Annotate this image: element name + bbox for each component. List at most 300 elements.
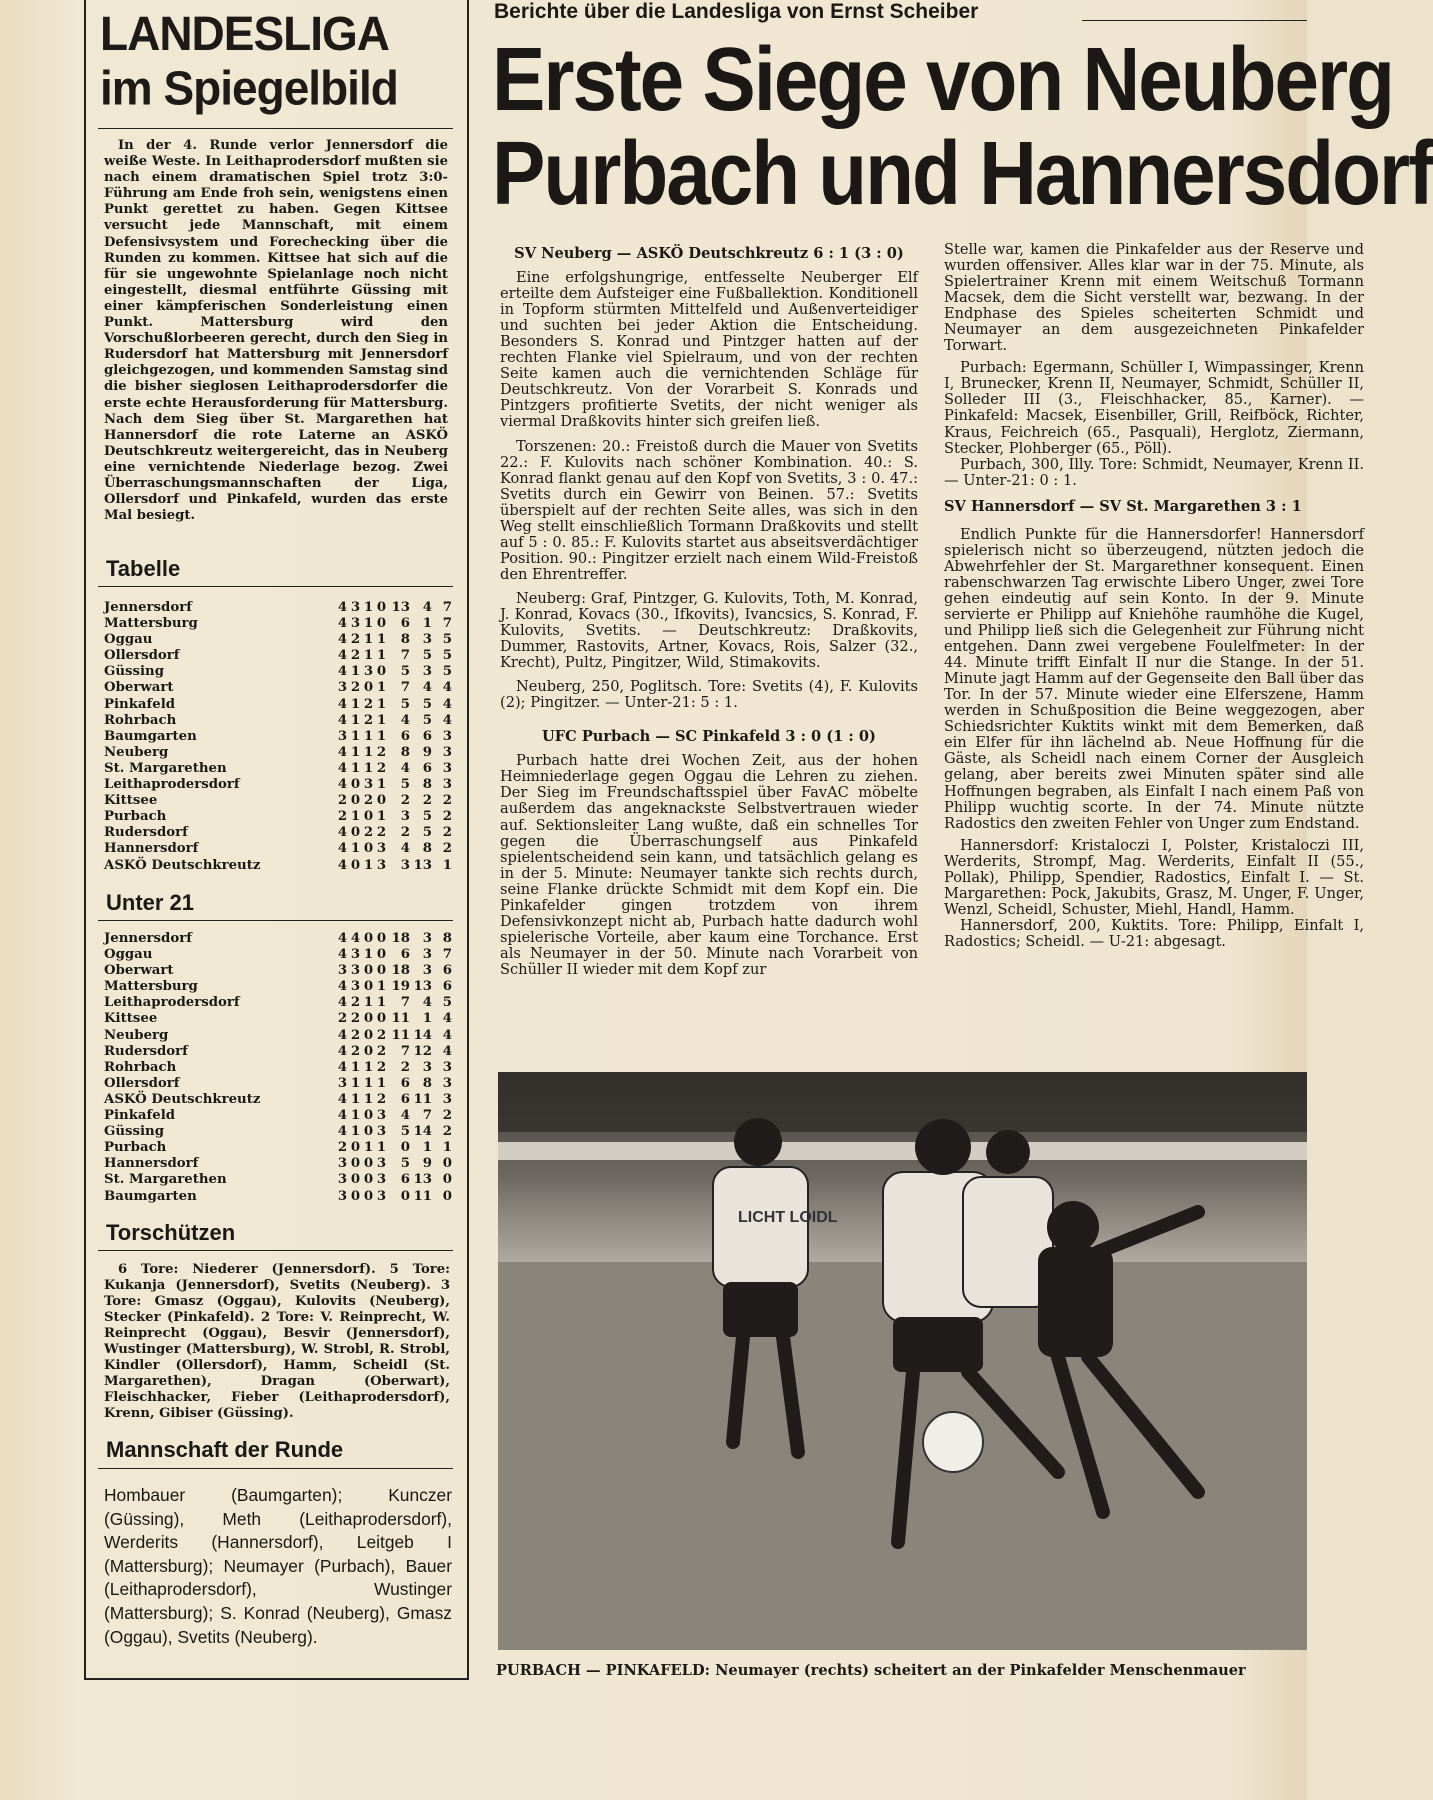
table-cell: 3 [422,931,432,946]
table-cell: 3 [376,1108,387,1124]
table-cell: 2 [400,793,410,809]
table-cell: 1 [376,728,387,744]
table-cell: 0 [350,1156,361,1172]
table-cell: 4 [337,1027,348,1043]
table-cell: 4 [337,931,348,946]
table-cell: 3 [400,809,410,825]
table-cell: 12 [413,1043,432,1059]
table-cell: 5 [422,696,432,712]
team-name: St. Margarethen [104,1172,227,1188]
table-cell: 3 [422,664,432,680]
table-row [104,793,452,809]
team-name: Baumgarten [104,728,197,744]
team-name: Mattersburg [104,616,198,632]
table-cell: 1 [350,1075,361,1091]
table-cell: 0 [400,1188,410,1204]
team-name: Ollersdorf [104,648,180,664]
article-paragraph: Eine erfolgshungrige, entfesselte Neuberger Elf erteilte dem Aufsteiger eine Fußballektion. Konditionell in Topform stürmten Mittelfeld und Außenverteidiger und suchten bei jeder Aktion die Entscheidung. Besonders S. Konrad und Pintzger hatten auf der rechten Flanke viel Spielraum, und von der rechten Seite kamen auch die vernichtenden Schläge für Deutschkreutz. Von der Vorarbeit S. Konrads und Pintzgers profitierte Svetits, der nicht weniger als viermal Draßkovits hinter sich greifen ließ. [500,269,918,431]
table-cell: 18 [391,963,410,979]
table-cell: 0 [363,1043,374,1059]
table-cell: 0 [363,841,374,857]
jersey-sponsor-text: LICHT LOIDL [738,1209,838,1226]
table-cell: 3 [337,1172,348,1188]
team-name: Güssing [104,664,165,680]
team-name: Rohrbach [104,1059,177,1075]
table-cell: 6 [400,1091,410,1107]
table-cell: 2 [350,1027,361,1043]
table-row [104,1011,452,1027]
table-row [104,729,452,745]
article-column-1 [500,242,918,978]
table-row [104,931,452,947]
table-cell: 2 [400,825,410,841]
table-cell: 1 [350,841,361,857]
team-name: Oggau [104,632,153,648]
table-row [104,1172,452,1188]
table-cell: 6 [400,1075,410,1091]
table-row [104,963,452,979]
divider [1082,20,1307,21]
table-cell: 6 [400,1172,410,1188]
table-row [104,632,452,648]
team-name: Oberwart [104,680,174,696]
lineup-paragraph: Hannersdorf: Kristaloczi I, Polster, Kristaloczi III, Werderits, Strompf, Mag. Werderits, Einfalt II (55., Pollak), Philipp, Spendier, Radostics, Einfalt I. — St. Margarethen: Pock, Jakubits, Grasz, M. Unger, F. Unger, Wenzl, Scheidl, Schuster, Miehl, Handl, Hamm. [944,836,1364,918]
table-cell: 4 [337,616,348,632]
table-cell: 3 [442,1059,452,1075]
table-cell: 4 [337,979,348,995]
table-cell: 0 [363,1011,374,1027]
table-cell: 3 [363,664,374,680]
torschuetzen-title: Torschützen [106,1220,236,1245]
table-cell: 0 [350,777,361,793]
table-cell: 2 [442,793,452,809]
table-cell: 4 [337,857,348,873]
table-cell: 4 [337,1091,348,1107]
table-cell: 4 [350,931,361,946]
table-cell: 1 [376,712,387,728]
table-cell: 0 [376,947,387,963]
table-cell: 3 [442,744,452,760]
table-cell: 11 [413,1188,432,1204]
article-paragraph: Stelle war, kamen die Pinkafelder aus der Reserve und wurden offensiver. Alles klar war in der 75. Minute, als Spielertrainer Krenn mit einem Weitschuß Tormann Macsek, dem die Sicht verstellt war, bezwang. In der Endphase des Spieles scheiterten Schmidt und Neumayer an dem ausgezeichneten Pinkafelder Torwart. [944,241,1364,355]
table-row [104,745,452,761]
team-name: Neuberg [104,1027,169,1043]
divider [98,128,453,129]
table-cell: 2 [350,1011,361,1027]
table-cell: 7 [400,648,410,664]
table-cell: 1 [363,600,374,615]
result-paragraph: Neuberg, 250, Poglitsch. Tore: Svetits (4), F. Kulovits (2); Pingitzer. — Unter-21: 5 : 1. [500,678,918,712]
team-name: Purbach [104,1140,167,1156]
sidebar-headline-line2: im Spiegelbild [100,60,398,116]
headline-line1: Erste Siege von Neuberg [492,29,1393,129]
match-heading: UFC Purbach — SC Pinkafeld 3 : 0 (1 : 0) [542,728,876,746]
table-cell: 2 [376,760,387,776]
table-cell: 2 [363,712,374,728]
table-cell: 3 [350,963,361,979]
table-cell: 1 [376,1140,387,1156]
table-row [104,1156,452,1172]
table-cell: 3 [422,963,432,979]
table-cell: 9 [422,744,432,760]
table-cell: 2 [376,1059,387,1075]
table-row [104,664,452,680]
table-cell: 1 [376,648,387,664]
table-cell: 4 [337,995,348,1011]
headline-line2: Purbach und Hannersdorf [492,123,1433,223]
divider [98,1468,453,1469]
divider [98,586,453,587]
table-cell: 1 [363,760,374,776]
match-heading: SV Neuberg — ASKÖ Deutschkreutz 6 : 1 (3 : 0) [514,245,904,262]
team-name: Pinkafeld [104,696,176,712]
table-cell: 6 [442,963,452,979]
lineup-paragraph: Purbach: Egermann, Schüller I, Wimpassinger, Krenn I, Brunecker, Krenn II, Neumayer, Schmidt, Schüller II, Solleder III (3., Fleischhacker, 85., Karner). — Pinkafeld: Macsek, Eisenbiller, Grill, Reifböck, Richter, Kraus, Feichreich (65., Pasquali), Herglotz, Ziermann, Stecker, Plohberger (65., Pöll). [944,359,1364,457]
table-cell: 0 [363,1027,374,1043]
table-cell: 4 [337,744,348,760]
table-cell: 0 [363,680,374,696]
table-cell: 4 [400,760,410,776]
table-row [104,616,452,632]
table-cell: 14 [413,1124,432,1140]
match-photo [498,1072,1307,1650]
table-cell: 3 [337,963,348,979]
table-cell: 1 [363,616,374,632]
table-cell: 0 [363,1188,374,1204]
table-cell: 1 [376,979,387,995]
table-cell: 5 [442,995,452,1011]
table-cell: 1 [350,728,361,744]
team-name: Jennersdorf [104,600,192,615]
table-cell: 1 [363,648,374,664]
table-cell: 0 [442,1188,452,1204]
table-cell: 3 [422,947,432,963]
table-row [104,1044,452,1060]
table-cell: 13 [391,600,410,615]
team-name: Hannersdorf [104,841,199,857]
table-cell: 6 [422,760,432,776]
team-name: Mattersburg [104,979,198,995]
table-cell: 2 [442,1124,452,1140]
table-cell: 5 [442,648,452,664]
table-cell: 5 [400,777,410,793]
table-cell: 6 [422,728,432,744]
table-cell: 0 [363,809,374,825]
table-cell: 0 [376,793,387,809]
table-row [104,777,452,793]
table-cell: 13 [413,857,432,873]
table-cell: 4 [337,712,348,728]
article-paragraph: Endlich Punkte für die Hannersdorfer! Hannersdorf spielerisch nicht so überzeugend, nützten jedoch die Abwehrfehler der St. Margarethner konsequent. Einen rabenschwarzen Tag erwischte Libero Unger, zwei Tore gehen eindeutig auf sein Konto. In der 9. Minute servierte er Philipp auf Kniehöhe raumhöhe die Kugel, und Philipp ließ sich die Gelegenheit zur Führung nicht entgehen. Dann zwei vergebene Foulelfmeter: In der 44. Minute trifft Einfalt II nur die Stange. In der 51. Minute jagt Hamm auf der Gegenseite den Ball über das Tor. In der 57. Minute wieder eine Elferszene, Hamm werden in Schußposition die Beine weggezogen, aber Schiedsrichter Kuktits winkt mit dem Bemerken, daß ein Elfer für ihn lächelnd ab. Neue Hoffnung für die Gäste, als Scheidl nach einem Corner der Ausgleich gelang, aber bereits zwei Minuten später sind alle Hoffnungen begraben, als Einfalt I nach einem Paß von Philipp wuchtig scorte. In der 74. Minute nützte Radostics den zweiten Fehler von Unger zum Endstand. [944,525,1364,832]
table-cell: 4 [442,680,452,696]
table-cell: 11 [391,1011,410,1027]
table-cell: 3 [337,1075,348,1091]
table-cell: 2 [337,809,348,825]
table-cell: 14 [413,1027,432,1043]
table-cell: 2 [350,632,361,648]
table-cell: 1 [376,632,387,648]
table-row [104,858,452,874]
table-row [104,1108,452,1124]
table-cell: 1 [350,664,361,680]
sidebar-box [84,0,469,1680]
table-cell: 2 [376,1091,387,1107]
table-cell: 0 [363,1172,374,1188]
table-cell: 4 [337,947,348,963]
table-cell: 4 [337,1043,348,1059]
table-cell: 1 [363,995,374,1011]
table-cell: 5 [400,1124,410,1140]
mannschaft-title: Mannschaft der Runde [106,1437,344,1462]
table-cell: 2 [350,680,361,696]
table-cell: 7 [400,995,410,1011]
team-name: ASKÖ Deutschkreutz [104,857,261,873]
table-cell: 1 [350,712,361,728]
table-row [104,761,452,777]
team-name: Kittsee [104,793,158,809]
torschuetzen-text: 6 Tore: Niederer (Jennersdorf). 5 Tore: Kukanja (Jennersdorf), Svetits (Neuberg). 3 Tore: Gmasz (Oggau), Kulovits (Neuberg), Stecker (Pinkafeld). 2 Tore: V. Reinprecht, W. Reinprecht (Oggau), Besvir (Jennersdorf), Wustinger (Mattersburg), W. Strobl, R. Strobl, Kindler (Ollersdorf), Hamm, Scheidl (St. Margarethen), Dragan (Oberwart), Fleischhacker, Fieber (Leithaprodersdorf), Krenn, Gibiser (Güssing). [104,1262,450,1421]
table-row [104,1060,452,1076]
table-cell: 6 [400,616,410,632]
table-cell: 7 [442,616,452,632]
table-row [104,600,452,616]
table-cell: 4 [337,841,348,857]
team-name: ASKÖ Deutschkreutz [104,1091,261,1107]
table-row [104,697,452,713]
table-cell: 1 [376,680,387,696]
team-name: Güssing [104,1124,165,1140]
table-cell: 3 [350,616,361,632]
team-name: Leithaprodersdorf [104,995,240,1011]
table-row [104,947,452,963]
table-cell: 0 [363,963,374,979]
table-cell: 7 [442,600,452,615]
table-cell: 5 [422,825,432,841]
table-cell: 7 [400,1043,410,1059]
table-cell: 3 [442,1091,452,1107]
table-cell: 3 [337,1156,348,1172]
table-cell: 2 [376,1043,387,1059]
lineup-paragraph: Neuberg: Graf, Pintzger, G. Kulovits, Toth, M. Konrad, J. Konrad, Kovacs (30., Ifkovits), Ivancsics, S. Konrad, F. Kulovits, Svetits. — Deutschkreutz: Draßkovits, Dummer, Rastovits, Artner, Kovacs, Rois, Salzer (32., Krecht), Pultz, Pingitzer, Wild, Stimakovits. [500,589,918,672]
table-cell: 1 [376,777,387,793]
table-cell: 4 [337,777,348,793]
table-cell: 1 [363,947,374,963]
table-cell: 4 [400,712,410,728]
table-cell: 1 [422,1011,432,1027]
table-cell: 1 [442,857,452,873]
table-row [104,1092,452,1108]
standings-table [104,600,452,874]
table-cell: 4 [337,632,348,648]
table-cell: 1 [363,1059,374,1075]
table-cell: 1 [422,616,432,632]
table-cell: 1 [350,1059,361,1075]
table-cell: 0 [376,963,387,979]
table-cell: 3 [422,1059,432,1075]
table-cell: 8 [400,744,410,760]
table-cell: 3 [376,1172,387,1188]
table-cell: 0 [400,1140,410,1156]
table-cell: 0 [350,1140,361,1156]
table-cell: 1 [376,995,387,1011]
table-cell: 8 [422,841,432,857]
table-cell: 4 [337,1059,348,1075]
table-cell: 2 [363,793,374,809]
table-cell: 3 [350,979,361,995]
table-cell: 6 [442,979,452,995]
table-cell: 0 [442,1172,452,1188]
table-cell: 11 [413,1091,432,1107]
table-cell: 3 [376,1188,387,1204]
table-row [104,1028,452,1044]
table-cell: 4 [337,1124,348,1140]
table-row [104,979,452,995]
table-cell: 8 [400,632,410,648]
team-name: Rohrbach [104,712,177,728]
result-paragraph: Purbach, 300, Illy. Tore: Schmidt, Neumayer, Krenn II. — Unter-21: 0 : 1. [944,455,1364,489]
table-cell: 3 [337,728,348,744]
table-cell: 1 [363,632,374,648]
table-cell: 2 [363,696,374,712]
table-cell: 5 [400,664,410,680]
sidebar-headline [100,6,398,115]
table-cell: 2 [337,793,348,809]
team-name: Oggau [104,947,153,963]
team-name: Baumgarten [104,1188,197,1204]
table-cell: 3 [376,1124,387,1140]
team-name: Hannersdorf [104,1156,199,1172]
table-cell: 2 [400,1059,410,1075]
table-cell: 4 [337,600,348,615]
table-cell: 1 [350,1091,361,1107]
table-row [104,1140,452,1156]
table-cell: 1 [350,1124,361,1140]
table-cell: 2 [350,995,361,1011]
table-cell: 1 [363,744,374,760]
divider [98,1250,453,1251]
result-paragraph: Hannersdorf, 200, Kuktits. Tore: Philipp, Einfalt I, Radostics; Scheidl. — U-21: abgesagt. [944,916,1364,950]
table-cell: 2 [442,841,452,857]
article-kicker: Berichte über die Landesliga von Ernst Scheiber [494,0,979,23]
table-cell: 3 [350,947,361,963]
table-cell: 0 [376,616,387,632]
u21-title: Unter 21 [106,890,195,915]
table-cell: 5 [400,1156,410,1172]
table-cell: 8 [422,1075,432,1091]
tabelle-title: Tabelle [106,556,181,581]
table-cell: 13 [413,979,432,995]
table-cell: 2 [422,793,432,809]
table-cell: 4 [337,648,348,664]
table-cell: 4 [337,760,348,776]
table-cell: 1 [376,1075,387,1091]
match-heading: SV Hannersdorf — SV St. Margarethen 3 : 1 [944,497,1302,515]
table-cell: 4 [422,995,432,1011]
table-cell: 1 [376,809,387,825]
table-cell: 2 [442,809,452,825]
table-cell: 5 [400,696,410,712]
sidebar-headline-line1: LANDESLIGA [100,6,389,61]
table-cell: 1 [363,1091,374,1107]
team-name: Oberwart [104,963,174,979]
table-cell: 3 [422,632,432,648]
table-cell: 4 [337,664,348,680]
table-cell: 7 [400,680,410,696]
table-cell: 0 [376,664,387,680]
table-row [104,1189,452,1205]
table-cell: 0 [376,1011,387,1027]
table-cell: 4 [442,712,452,728]
table-cell: 0 [350,1188,361,1204]
table-cell: 5 [422,809,432,825]
table-cell: 0 [363,1156,374,1172]
table-cell: 3 [400,857,410,873]
table-row [104,825,452,841]
table-cell: 4 [400,1108,410,1124]
table-cell: 6 [400,947,410,963]
table-cell: 1 [350,696,361,712]
team-name: Pinkafeld [104,1108,176,1124]
table-cell: 19 [391,979,410,995]
table-cell: 5 [442,664,452,680]
table-cell: 2 [376,744,387,760]
table-cell: 2 [376,825,387,841]
table-cell: 5 [422,712,432,728]
table-cell: 8 [442,931,452,946]
table-cell: 1 [376,696,387,712]
table-row [104,995,452,1011]
table-cell: 4 [442,696,452,712]
table-cell: 0 [350,825,361,841]
table-row [104,1076,452,1092]
football-players-photo [498,1072,1307,1650]
divider [98,920,453,921]
table-cell: 3 [363,777,374,793]
team-name: Purbach [104,809,167,825]
table-cell: 0 [363,1108,374,1124]
table-cell: 6 [400,728,410,744]
sidebar-intro-text: In der 4. Runde verlor Jennersdorf die weiße Weste. In Leithaprodersdorf mußten sie nach einem dramatischen Spiel trotz 3:0-Führung am Ende froh sein, wenigstens einen Punkt gerettet zu haben. Gegen Kittsee versucht jede Mannschaft, mit einem Defensivsystem und Forechecking über die Runden zu kommen. Kittsee hat sich auf die für sie ungewohnte Spielanlage noch nicht eingestellt, diesmal entführte Güssing mit einer kämpferischen Sonderleistung einen Punkt. Mattersburg wird den Vorschußlorbeeren gerecht, durch den Sieg in Rudersdorf hat Mattersburg mit Jennersdorf gleichgezogen, und kommenden Samstag sind die bisher sieglosen Leithaprodersdorfer die erste echte Herausforderung für Mattersburg. Nach dem Sieg über St. Margarethen hat Hannersdorf die rote Laterne an ASKÖ Deutschkreutz weitergereicht, das in Neuberg eine vernichtende Niederlage bezog. Zwei Überraschungsmannschaften der Liga, Ollersdorf und Pinkafeld, wurden das erste Mal besiegt. [104,138,448,524]
team-name: Leithaprodersdorf [104,777,240,793]
table-cell: 4 [442,1027,452,1043]
table-row [104,713,452,729]
table-cell: 8 [422,777,432,793]
table-cell: 4 [422,600,432,615]
table-cell: 0 [363,979,374,995]
table-cell: 2 [337,1140,348,1156]
table-cell: 3 [350,600,361,615]
table-cell: 0 [376,931,387,946]
table-row [104,648,452,664]
table-cell: 2 [337,1011,348,1027]
table-cell: 18 [391,931,410,946]
table-row [104,680,452,696]
team-name: Rudersdorf [104,825,188,841]
table-cell: 3 [337,680,348,696]
table-cell: 3 [376,857,387,873]
table-cell: 0 [363,1124,374,1140]
mannschaft-der-runde-text: Hombauer (Baumgarten); Kunczer (Güssing), Meth (Leithaprodersdorf), Werderits (Hannersdorf), Leitgeb I (Mattersburg); Neumayer (Purbach), Bauer (Leithaprodersdorf), Wustinger (Mattersburg); S. Konrad (Neuberg), Gmasz (Oggau), Svetits (Neuberg). [104,1485,452,1647]
table-cell: 2 [442,1108,452,1124]
table-cell: 4 [422,680,432,696]
table-cell: 2 [350,1043,361,1059]
table-row [104,809,452,825]
table-cell: 5 [422,648,432,664]
table-cell: 1 [350,809,361,825]
table-cell: 3 [442,728,452,744]
table-cell: 1 [350,760,361,776]
table-cell: 2 [376,1027,387,1043]
